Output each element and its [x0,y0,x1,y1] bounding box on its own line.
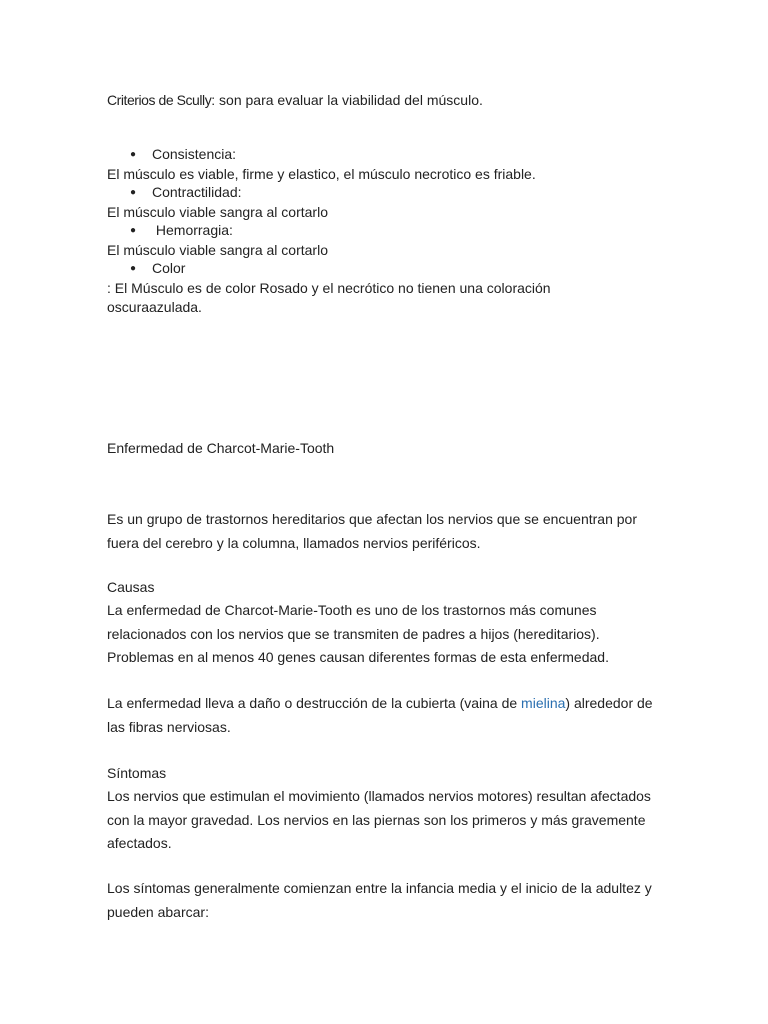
mielina-link[interactable]: mielina [521,695,566,711]
cmt-definition: Es un grupo de trastornos hereditarios que afectan los nervios que se encuentran por fuera del cerebro y la columna, llamados nervios periféricos. [107,511,637,551]
bullet-icon: ● [130,187,137,198]
damage-text-after: ) alrededor de las fibras nerviosas. [107,695,653,735]
criterion-label-hemorragia: Hemorragia: [152,222,233,238]
criterion-label-color: Color [152,260,186,276]
criterion-label-consistencia: Consistencia: [152,146,237,162]
bullet-icon: ● [130,225,137,236]
damage-paragraph [107,692,667,739]
causes-heading: Causas [107,579,155,595]
criterion-text-consistencia: El músculo es viable, firme y elastico, el músculo necrotico es friable. [107,166,536,182]
scully-intro-rest: : son para evaluar la viabilidad del músculo. [211,92,483,108]
criterion-text-color: : El Músculo es de color Rosado y el necrótico no tienen una coloración oscuraazulada. [107,280,551,315]
causes-text: La enfermedad de Charcot-Marie-Tooth es uno de los trastornos más comunes relacionados con los nervios que se transmiten de padres a hijos (hereditarios). Problemas en al menos 40 genes causan diferentes formas de esta enfermedad. [107,602,609,665]
onset-text: Los síntomas generalmente comienzan entre la infancia media y el inicio de la adultez y pueden abarcar: [107,880,652,920]
criterion-text-hemorragia: El músculo viable sangra al cortarlo [107,242,328,258]
criterion-text-contractilidad: El músculo viable sangra al cortarlo [107,204,328,220]
bullet-icon: ● [130,263,137,274]
symptoms-heading: Síntomas [107,765,167,781]
bullet-icon: ● [130,149,137,160]
criterion-label-contractilidad: Contractilidad: [152,184,242,200]
scully-intro [107,91,483,110]
symptoms-text: Los nervios que estimulan el movimiento (llamados nervios motores) resultan afectados con la mayor gravedad. Los nervios en las piernas son los primeros y más gravemente afectados. [107,788,651,851]
damage-text-before: La enfermedad lleva a daño o destrucción de la cubierta (vaina de [107,695,522,711]
cmt-title: Enfermedad de Charcot-Marie-Tooth [107,440,335,456]
scully-intro-term: Criterios de Scully [107,92,212,108]
